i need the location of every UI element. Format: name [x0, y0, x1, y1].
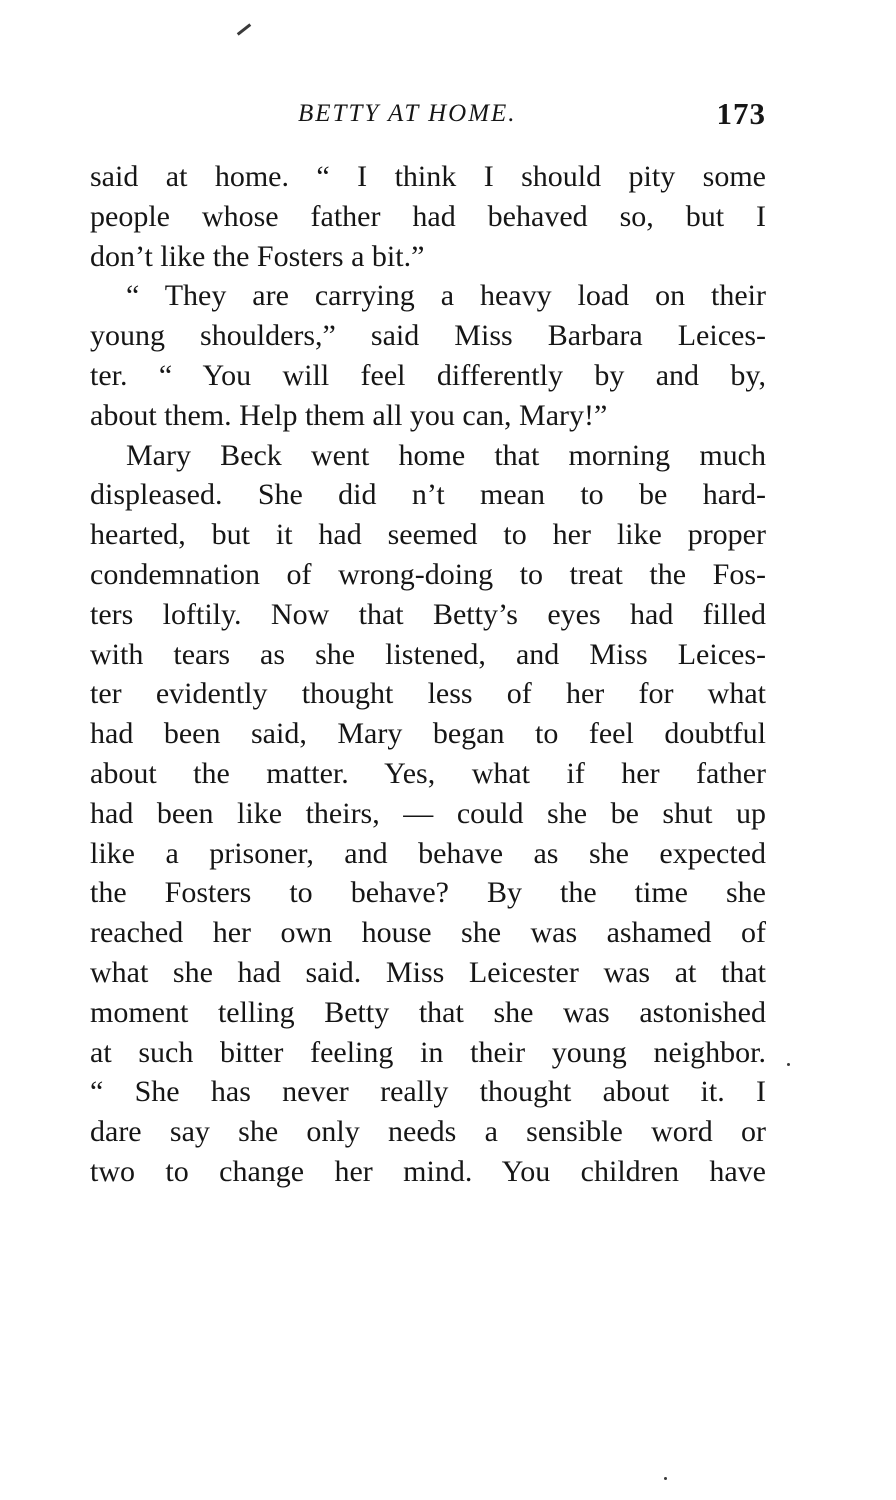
ink-mark	[237, 23, 251, 35]
text-line: condemnation of wrong-doing to treat the Fos-	[90, 557, 766, 591]
text-line: had been like theirs, — could she be shut up	[90, 796, 766, 830]
text-line: ter evidently thought less of her for what	[90, 677, 766, 711]
text-line: with tears as she listened, and Miss Leices-	[90, 637, 766, 671]
text-line: at such bitter feeling in their young neighbor.	[90, 1035, 766, 1069]
text-line: about the matter. Yes, what if her father	[90, 756, 766, 790]
text-line: about them. Help them all you can, Mary!”	[90, 398, 608, 432]
text-line: ters loftily. Now that Betty’s eyes had filled	[90, 597, 766, 631]
text-line: dare say she only needs a sensible word or	[90, 1115, 766, 1149]
page-header	[90, 98, 766, 138]
text-line: Mary Beck went home that morning much	[126, 438, 766, 472]
text-line: “ She has never really thought about it. I	[90, 1075, 766, 1109]
text-line: reached her own house she was ashamed of	[90, 916, 766, 950]
text-line: people whose father had behaved so, but I	[90, 199, 766, 233]
text-line: moment telling Betty that she was astonished	[90, 995, 766, 1029]
text-line: the Fosters to behave? By the time she	[90, 876, 766, 910]
text-line: hearted, but it had seemed to her like proper	[90, 518, 766, 552]
text-line: what she had said. Miss Leicester was at that	[90, 955, 766, 989]
text-line: don’t like the Fosters a bit.”	[90, 239, 425, 273]
page-number: 173	[716, 96, 766, 131]
text-line: had been said, Mary began to feel doubtful	[90, 717, 766, 751]
text-line: displeased. She did n’t mean to be hard-	[90, 478, 766, 512]
text-line: said at home. “ I think I should pity some	[90, 160, 766, 193]
text-line: ter. “ You will feel differently by and by,	[90, 358, 766, 392]
text-line: young shoulders,” said Miss Barbara Leices-	[90, 319, 766, 353]
text-line: two to change her mind. You children have	[90, 1154, 766, 1188]
ink-speck	[787, 1063, 790, 1066]
ink-speck	[664, 1477, 667, 1480]
running-title: BETTY AT HOME.	[298, 100, 517, 127]
text-line: like a prisoner, and behave as she expected	[90, 836, 766, 870]
body-text	[90, 157, 766, 1192]
text-line: “ They are carrying a heavy load on their	[126, 279, 766, 313]
